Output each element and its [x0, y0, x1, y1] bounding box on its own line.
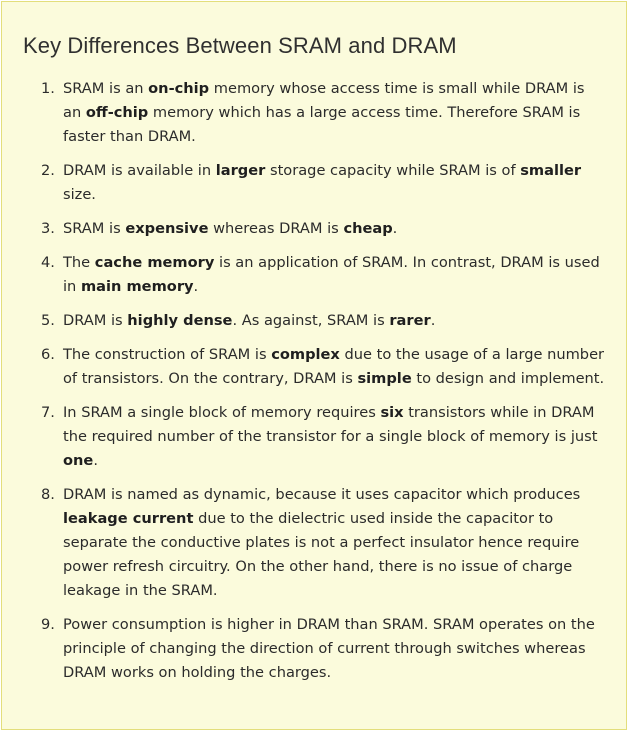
item-text-part: The construction of SRAM is — [63, 346, 272, 363]
item-text-emphasis: cache memory — [94, 254, 215, 271]
item-text-part: memory whose access time is small while DRAM is an — [63, 80, 585, 121]
item-text-emphasis: off-chip — [85, 104, 149, 121]
item-text-emphasis: complex — [271, 346, 340, 363]
item-text-part: DRAM is available in — [63, 162, 216, 179]
item-text-emphasis: cheap — [343, 220, 393, 237]
list-item — [2, 159, 626, 207]
item-text-emphasis: one — [63, 452, 94, 469]
item-text-part: The — [63, 254, 95, 271]
item-text-emphasis: highly dense — [127, 312, 233, 329]
item-number: 2. — [41, 162, 55, 179]
item-text-emphasis: larger — [215, 162, 266, 179]
item-text-emphasis: simple — [357, 370, 412, 387]
item-number: 7. — [41, 404, 55, 421]
item-text-part: SRAM is an — [63, 80, 149, 97]
differences-list — [2, 77, 626, 685]
item-text-part: . As against, SRAM is — [232, 312, 390, 329]
item-number: 6. — [41, 346, 55, 363]
item-number: 1. — [41, 80, 55, 97]
item-text-part: storage capacity while SRAM is of — [265, 162, 521, 179]
item-text-part: is an application of SRAM. In contrast, DRAM is used in — [63, 254, 600, 295]
item-text-part: memory which has a large access time. Therefore SRAM is faster than DRAM. — [63, 104, 581, 145]
item-text — [63, 346, 604, 387]
item-text-part: size. — [63, 186, 96, 203]
list-item — [2, 343, 626, 391]
item-text-part: DRAM is named as dynamic, because it uses capacitor which produces — [63, 486, 581, 503]
item-text-part: DRAM is — [63, 312, 128, 329]
item-text-part: due to the usage of a large number of transistors. On the contrary, DRAM is — [63, 346, 605, 387]
item-text-part: due to the dielectric used inside the capacitor to separate the conductive plates is not a perfect insulator hence require power refresh circuitry. On the other hand, there is no issue of charge leakage in the SRAM. — [63, 510, 580, 599]
item-text-emphasis: smaller — [520, 162, 582, 179]
item-text-part: . — [392, 220, 398, 237]
item-text-part: Power consumption is higher in DRAM than SRAM. SRAM operates on the principle of changing the direction of current through switches whereas DRAM works on holding the charges. — [63, 616, 595, 681]
list-item — [2, 77, 626, 149]
item-text-emphasis: on-chip — [148, 80, 210, 97]
item-text-part: whereas DRAM is — [208, 220, 344, 237]
list-item — [2, 217, 626, 241]
list-item — [2, 251, 626, 299]
item-text-emphasis: six — [380, 404, 404, 421]
item-text-emphasis: expensive — [125, 220, 209, 237]
item-number: 5. — [41, 312, 55, 329]
item-text-part: to design and implement. — [411, 370, 605, 387]
item-text — [63, 220, 397, 237]
item-number: 8. — [41, 486, 55, 503]
item-number: 3. — [41, 220, 55, 237]
item-text-emphasis: main memory — [80, 278, 194, 295]
item-text-emphasis: leakage current — [63, 510, 194, 527]
item-text-part: In SRAM a single block of memory requires — [63, 404, 381, 421]
differences-panel — [1, 1, 627, 730]
item-text-part: . — [93, 452, 98, 469]
item-text-part: . — [430, 312, 436, 329]
item-text — [63, 254, 600, 295]
item-text — [63, 486, 580, 599]
item-text-part: . — [193, 278, 199, 295]
item-text — [63, 312, 435, 329]
list-item — [2, 401, 626, 473]
list-item — [2, 309, 626, 333]
item-text — [63, 162, 581, 203]
panel-title: Key Differences Between SRAM and DRAM — [23, 33, 457, 58]
item-text-part: transistors while in DRAM the required number of the transistor for a single block of memory is just — [63, 404, 598, 445]
item-number: 9. — [41, 616, 55, 633]
list-item — [2, 613, 626, 685]
item-text — [63, 80, 585, 145]
item-text-emphasis: rarer — [389, 312, 431, 329]
item-text — [63, 616, 595, 681]
item-number: 4. — [41, 254, 55, 271]
item-text — [63, 404, 597, 469]
item-text-part: SRAM is — [63, 220, 126, 237]
list-item — [2, 483, 626, 603]
